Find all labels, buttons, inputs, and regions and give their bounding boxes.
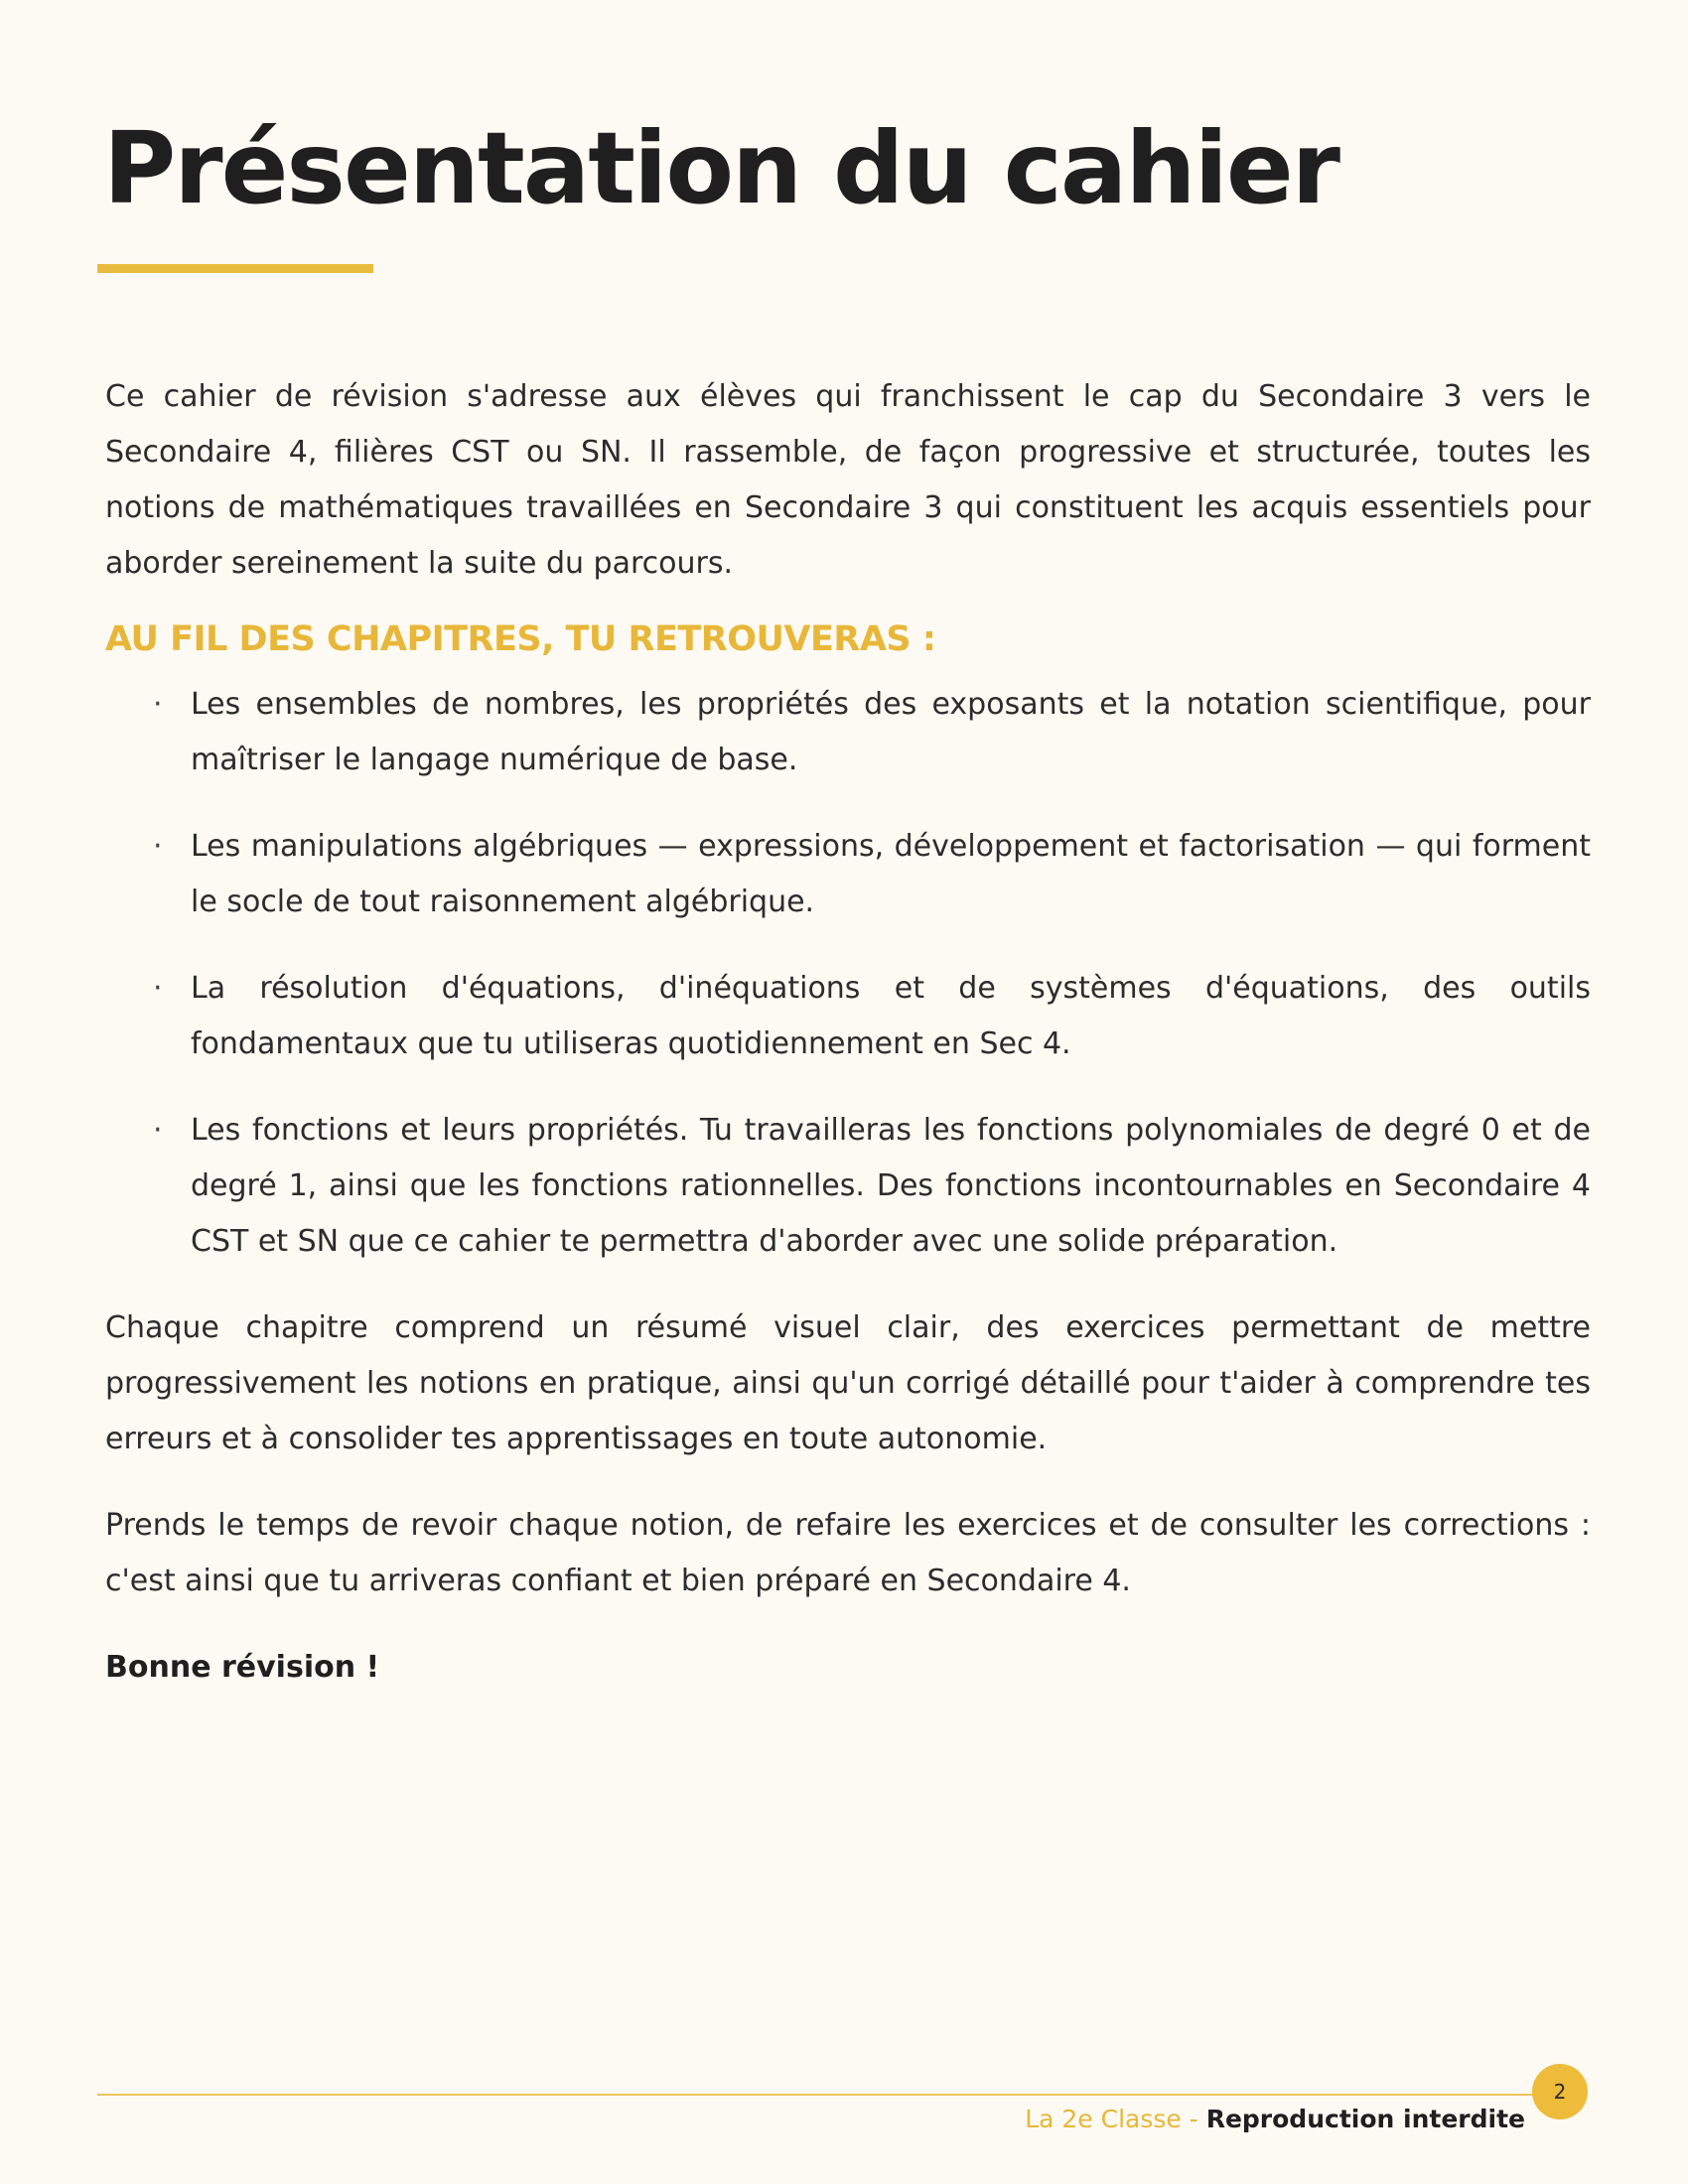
footer-copyright-notice: Reproduction interdite bbox=[1205, 2105, 1525, 2133]
footer bbox=[1025, 2103, 1525, 2136]
page-number-badge: 2 bbox=[1532, 2064, 1588, 2119]
list-item-text: La résolution d'équations, d'inéquations et de systèmes d'équations, des outils fondamentaux que tu utiliseras quotidiennement en Sec 4. bbox=[191, 971, 1591, 1061]
bullet-dot-icon: · bbox=[153, 1113, 163, 1148]
bullet-dot-icon: · bbox=[153, 687, 163, 722]
footer-brand: La 2e Classe bbox=[1025, 2105, 1182, 2133]
list-item bbox=[105, 677, 1591, 788]
list-item-text: Les fonctions et leurs propriétés. Tu travailleras les fonctions polynomiales de degré 0 et de degré 1, ainsi que les fonctions rationnelles. Des fonctions incontournables en Secondaire 4 CST et SN que ce cahier te permettra d'aborder avec une solide préparation. bbox=[191, 1113, 1591, 1259]
intro-paragraph: Ce cahier de révision s'adresse aux élèves qui franchissent le cap du Secondaire 3 vers le Secondaire 4, filières CST ou SN. Il rassemble, de façon progressive et structurée, toutes les notions de mathématiques travaillées en Secondaire 3 qui constituent les acquis essentiels pour aborder sereinement la suite du parcours. bbox=[105, 379, 1591, 581]
bullet-dot-icon: · bbox=[153, 829, 163, 864]
chapter-description-paragraph: Chaque chapitre comprend un résumé visuel clair, des exercices permettant de mettre progressivement les notions en pratique, ainsi qu'un corrigé détaillé pour t'aider à comprendre tes erreurs et à consolider tes apprentissages en toute autonomie. bbox=[105, 1310, 1591, 1456]
footer-divider bbox=[97, 2094, 1561, 2096]
main-content bbox=[105, 369, 1591, 1696]
list-item bbox=[105, 819, 1591, 930]
footer-separator: - bbox=[1181, 2105, 1206, 2133]
bullet-dot-icon: · bbox=[153, 971, 163, 1006]
section-heading: AU FIL DES CHAPITRES, TU RETROUVERAS : bbox=[105, 619, 936, 659]
list-item bbox=[105, 1103, 1591, 1270]
title-underline bbox=[97, 264, 373, 273]
chapter-list bbox=[105, 677, 1591, 1270]
closing-text: Bonne révision ! bbox=[105, 1650, 380, 1685]
page-title: Présentation du cahier bbox=[103, 110, 1338, 226]
advice-paragraph: Prends le temps de revoir chaque notion, de refaire les exercices et de consulter les corrections : c'est ainsi que tu arriveras confiant et bien préparé en Secondaire 4. bbox=[105, 1508, 1591, 1598]
list-item-text: Les ensembles de nombres, les propriétés des exposants et la notation scientifique, pour maîtriser le langage numérique de base. bbox=[191, 687, 1591, 777]
list-item-text: Les manipulations algébriques — expressions, développement et factorisation — qui forment le socle de tout raisonnement algébrique. bbox=[191, 829, 1591, 919]
list-item bbox=[105, 961, 1591, 1072]
